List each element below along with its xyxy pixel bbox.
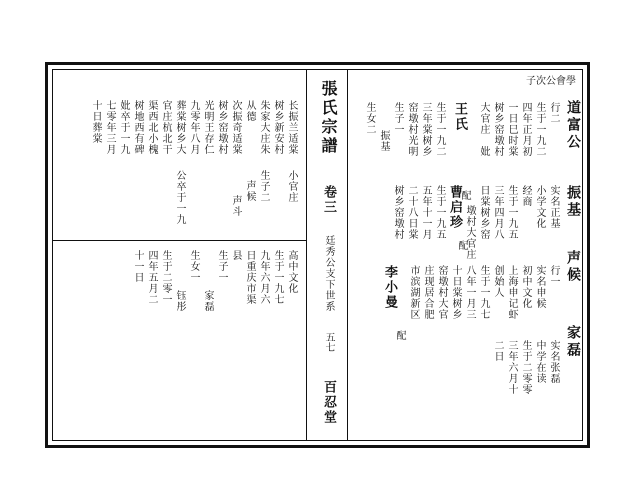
shenghou-col-1: 行一 bbox=[548, 265, 559, 287]
spine-title: 張氏宗譜 bbox=[319, 80, 338, 156]
left-upper-col-13: 妣卒于一九 bbox=[118, 100, 129, 155]
wang-col-3: 窑墩村光明 bbox=[406, 102, 417, 157]
jialei-col-3: 生于二零零 bbox=[520, 340, 531, 395]
left-lower-col-6: 生子一 bbox=[216, 250, 227, 283]
wang-note: 配 bbox=[459, 190, 470, 201]
spine-page-number: 五七 bbox=[323, 332, 334, 352]
cao-col-3: 二十八日棠 bbox=[406, 185, 417, 240]
left-lower-col-9: 钰彤 bbox=[174, 290, 185, 312]
lineage-gen3: 声候 bbox=[565, 250, 581, 284]
wang-tail-2: 振基 bbox=[378, 130, 389, 152]
zhenji-col-6: 日棠树乡窑 bbox=[478, 185, 489, 240]
wang-col-1: 生于一九二 bbox=[434, 102, 445, 157]
shenghou-col-11: 市滨湖新区 bbox=[408, 265, 419, 320]
cao-col-4: 树乡窑墩村 bbox=[392, 185, 403, 240]
left-upper-extra-c: 声候 bbox=[244, 180, 255, 202]
zhenji-col-4: 生于一九五 bbox=[506, 185, 517, 240]
jialei-col-5: 二日 bbox=[492, 340, 503, 362]
shenghou-col-3: 初中文化 bbox=[520, 265, 531, 309]
shenghou-col-4: 上海申记虾 bbox=[506, 265, 517, 320]
li-note: 配 bbox=[394, 330, 405, 341]
zhenji-col-2: 小学文化 bbox=[534, 185, 545, 229]
cao-col-1: 生于一九五 bbox=[434, 185, 445, 240]
left-divider bbox=[53, 240, 306, 241]
header-label: 子次公會學 bbox=[526, 76, 576, 87]
left-upper-extra-d: 声斗 bbox=[230, 195, 241, 217]
spine-volume: 卷三 bbox=[321, 185, 336, 215]
cao-col-2: 五年十一月 bbox=[420, 185, 431, 240]
left-lower-extra-a: 生于二零一 bbox=[160, 250, 171, 305]
left-upper-extra-a: 小官庄 bbox=[286, 170, 297, 203]
zhenji-col-1: 实名正基 bbox=[548, 185, 559, 229]
shenghou-col-6: 生于一九七 bbox=[478, 265, 489, 320]
left-upper-col-9: 葬棠树乡大 bbox=[174, 100, 185, 155]
left-lower-col-3: 九年六月六 bbox=[258, 250, 269, 305]
book-spine bbox=[306, 70, 348, 440]
lineage-gen1: 道富公 bbox=[565, 100, 581, 151]
spine-hall-name: 百忍堂 bbox=[321, 380, 336, 425]
zhenji-col-5: 三年四月八 bbox=[492, 185, 503, 240]
left-lower-col-11: 十一日 bbox=[132, 250, 143, 283]
left-lower-col-1: 高中文化 bbox=[286, 250, 297, 294]
jialei-col-4: 三年六月十 bbox=[506, 340, 517, 395]
daofu-col-5: 树乡窑墩村 bbox=[492, 102, 503, 157]
left-upper-col-3: 朱家大庄朱 bbox=[258, 100, 269, 155]
left-upper-col-8: 九零年八月 bbox=[188, 100, 199, 155]
jialei-col-1: 实名张磊 bbox=[548, 340, 559, 384]
zhenji-col-7: 墩村大官庄 bbox=[464, 205, 475, 260]
daofu-col-2: 生于一九二 bbox=[534, 102, 545, 157]
wang-tail-1: 生子一 bbox=[392, 102, 403, 135]
left-upper-col-14: 七零年三月 bbox=[104, 100, 115, 155]
shenghou-col-5: 创始人 bbox=[492, 265, 503, 298]
genealogy-page bbox=[45, 62, 590, 448]
li-name: 李小曼 bbox=[382, 265, 397, 310]
left-upper-col-5: 次振奇适棠 bbox=[230, 100, 241, 155]
left-upper-col-7: 光明王存仁 bbox=[202, 100, 213, 155]
daofu-col-4: 一日巳时棠 bbox=[506, 102, 517, 157]
cao-note: 配 bbox=[456, 240, 467, 251]
daofu-col-6: 大官庄 妣 bbox=[478, 102, 489, 157]
left-upper-col-12: 树地西有碑 bbox=[132, 100, 143, 155]
left-lower-col-2: 生于一九七 bbox=[272, 250, 283, 305]
left-upper-col-6: 树乡窑墩村 bbox=[216, 100, 227, 155]
left-upper-col-15: 十日葬棠 bbox=[90, 100, 101, 144]
cao-name: 曹启珍 bbox=[447, 185, 462, 230]
left-lower-col-10: 四年五月二 bbox=[146, 250, 157, 305]
daofu-col-1: 行二 bbox=[548, 102, 559, 124]
shenghou-col-9: 窑墩村大官 bbox=[436, 265, 447, 320]
shenghou-col-8: 十日棠树乡 bbox=[450, 265, 461, 320]
zhenji-col-3: 经商 bbox=[520, 185, 531, 207]
left-upper-col-2: 树乡新安村 bbox=[272, 100, 283, 155]
left-lower-col-7: 家磊 bbox=[202, 290, 213, 312]
shenghou-col-10: 庄现居合肥 bbox=[422, 265, 433, 320]
left-lower-col-5: 县 bbox=[230, 250, 241, 261]
wang-tail-3: 生女二 bbox=[364, 102, 375, 135]
page-inner-frame bbox=[52, 69, 583, 441]
left-lower-col-4: 日重庆市渠 bbox=[244, 250, 255, 305]
lineage-gen2: 振基 bbox=[565, 185, 581, 219]
left-upper-col-1: 长振兰适棠 bbox=[286, 100, 297, 155]
spine-branch: 廷秀公支下世系 bbox=[323, 235, 334, 312]
left-upper-extra-e: 公卒于一九 bbox=[174, 170, 185, 225]
shenghou-col-7: 八年一月三 bbox=[464, 265, 475, 320]
left-upper-extra-b: 生子二 bbox=[258, 170, 269, 203]
shenghou-col-2: 实名申候 bbox=[534, 265, 545, 309]
wang-name: 王氏 bbox=[452, 102, 467, 132]
jialei-col-2: 中学在读 bbox=[534, 340, 545, 384]
lineage-gen4: 家磊 bbox=[565, 325, 581, 359]
daofu-col-3: 四年正月初 bbox=[520, 102, 531, 157]
wang-col-2: 三年棠树乡 bbox=[420, 102, 431, 157]
left-upper-col-4: 从德 bbox=[244, 100, 255, 122]
left-upper-col-10: 官庄杭北干 bbox=[160, 100, 171, 155]
left-upper-col-11: 渠西北小槐 bbox=[146, 100, 157, 155]
left-lower-col-8: 生女一 bbox=[188, 250, 199, 283]
